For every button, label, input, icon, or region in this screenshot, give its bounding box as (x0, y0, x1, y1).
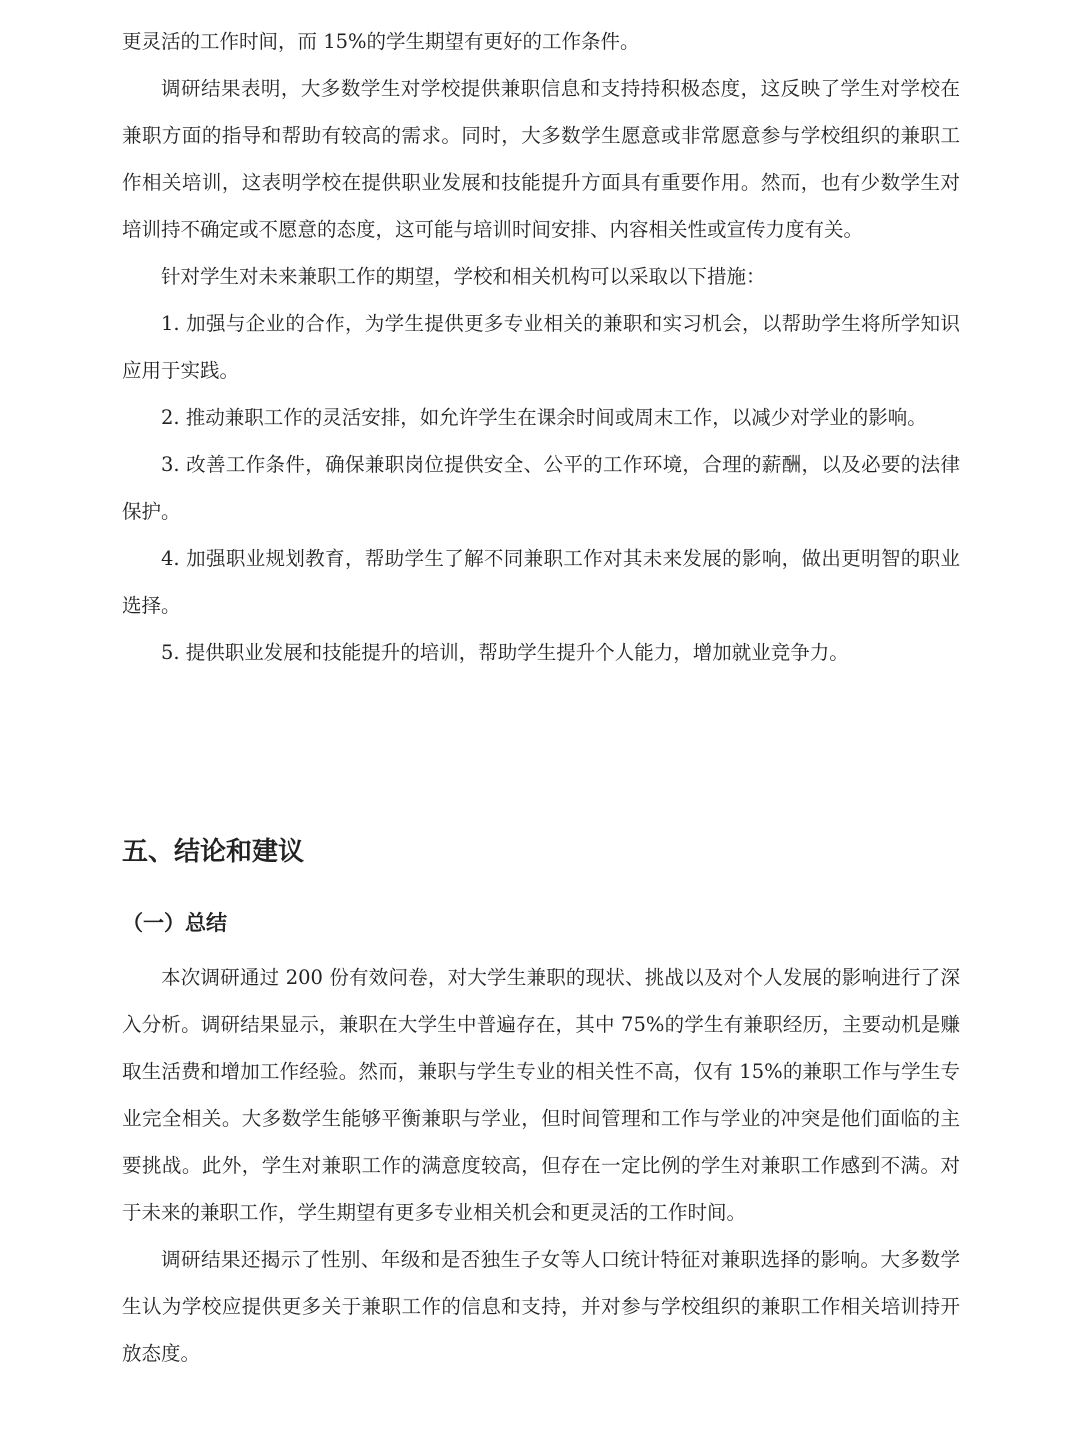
list-item-measure-1: 1. 加强与企业的合作，为学生提供更多专业相关的兼职和实习机会，以帮助学生将所学知识应用于实践。 (122, 312, 960, 382)
list-item-measure-5: 5. 提供职业发展和技能提升的培训，帮助学生提升个人能力，增加就业竞争力。 (161, 641, 849, 664)
list-item-measure-2: 2. 推动兼职工作的灵活安排，如允许学生在课余时间或周末工作，以减少对学业的影响。 (161, 406, 927, 429)
list-item-measure-4: 4. 加强职业规划教育，帮助学生了解不同兼职工作对其未来发展的影响，做出更明智的职业选择。 (122, 547, 960, 617)
document-page (122, 0, 960, 1365)
paragraph-findings: 调研结果表明，大多数学生对学校提供兼职信息和支持持积极态度，这反映了学生对学校在兼职方面的指导和帮助有较高的需求。同时，大多数学生愿意或非常愿意参与学校组织的兼职工作相关培训，这表明学校在提供职业发展和技能提升方面具有重要作用。然而，也有少数学生对培训持不确定或不愿意的态度，这可能与培训时间安排、内容相关性或宣传力度有关。 (122, 77, 960, 241)
paragraph-summary: 本次调研通过 200 份有效问卷，对大学生兼职的现状、挑战以及对个人发展的影响进行了深入分析。调研结果显示，兼职在大学生中普遍存在，其中 75%的学生有兼职经历，主要动机是赚取生活费和增加工作经验。然而，兼职与学生专业的相关性不高，仅有 15%的兼职工作与学生专业完全相关。大多数学生能够平衡兼职与学业，但时间管理和工作与学业的冲突是他们面临的主要挑战。此外，学生对兼职工作的满意度较高，但存在一定比例的学生对兼职工作感到不满。对于未来的兼职工作，学生期望有更多专业相关机会和更灵活的工作时间。 (122, 966, 960, 1224)
paragraph-continuation: 更灵活的工作时间，而 15%的学生期望有更好的工作条件。 (122, 30, 640, 53)
paragraph-demographics: 调研结果还揭示了性别、年级和是否独生子女等人口统计特征对兼职选择的影响。大多数学生认为学校应提供更多关于兼职工作的信息和支持，并对参与学校组织的兼职工作相关培训持开放态度。 (122, 1248, 960, 1365)
section-heading: 五、结论和建议 (122, 837, 305, 867)
subsection-heading: （一）总结 (122, 911, 227, 935)
list-item-measure-3: 3. 改善工作条件，确保兼职岗位提供安全、公平的工作环境，合理的薪酬，以及必要的法律保护。 (122, 453, 960, 523)
paragraph-measures-intro: 针对学生对未来兼职工作的期望，学校和相关机构可以采取以下措施： (161, 265, 766, 288)
top-text-block (122, 0, 960, 676)
summary-text-block (122, 954, 960, 1377)
